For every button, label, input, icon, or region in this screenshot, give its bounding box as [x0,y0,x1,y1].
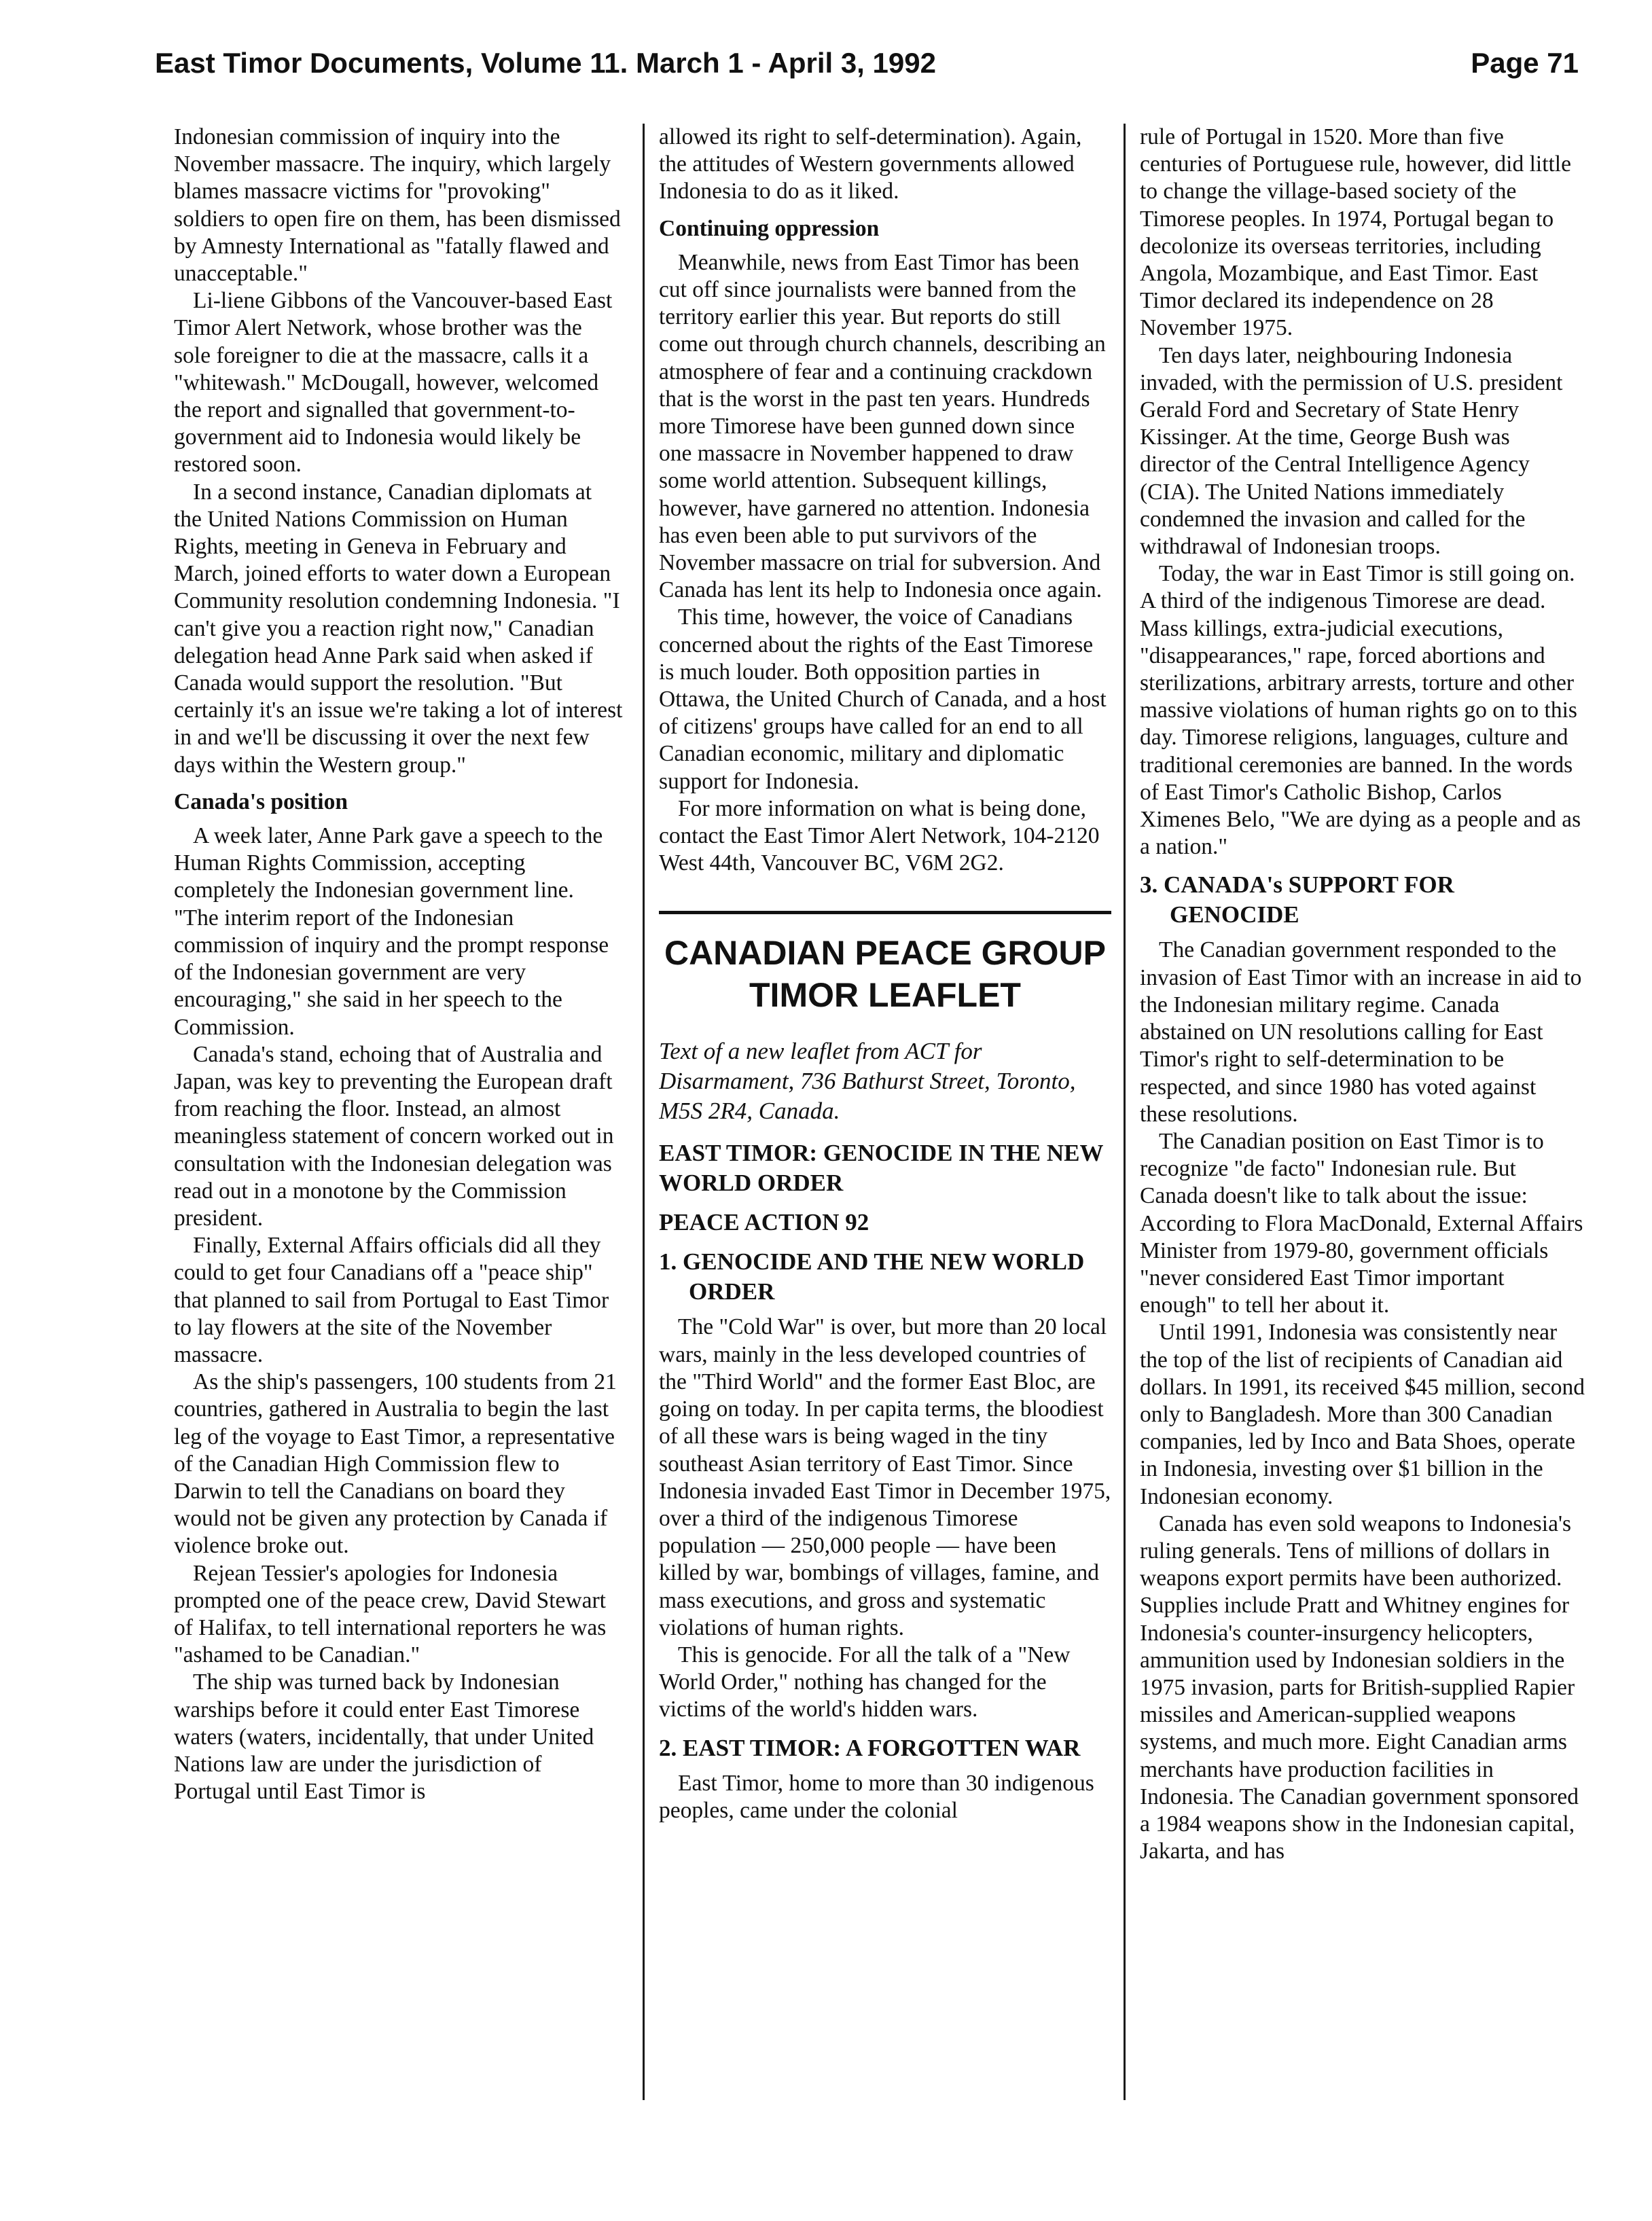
section-heading: EAST TIMOR: GENOCIDE IN THE NEW WORLD ORDER [659,1140,1103,1197]
section-heading: 1. GENOCIDE AND THE NEW WORLD ORDER [659,1248,1085,1305]
column-divider [643,124,645,2100]
article-title: CANADIAN PEACE GROUP TIMOR LEAFLET [664,934,1107,1015]
publication-title: East Timor Documents, Volume 11. March 1 - April 3, 1992 [155,47,936,79]
paragraph: The Canadian position on East Timor is to recognize "de facto" Indonesian rule. But Canada doesn't like to talk about the issue: According to Flora MacDonald, External Affairs Minister from 1979-80, government officials "never considered East Timor important enough" to tell her about it. [1140,1128,1583,1318]
paragraph: For more information on what is being done, contact the East Timor Alert Network, 104-2120 West 44th, Vancouver BC, V6M 2G2. [659,795,1100,876]
paragraph: allowed its right to self-determination). Again, the attitudes of Western governments allowed Indonesia to do as it liked. [659,124,1082,204]
page-number: Page 71 [1471,47,1579,79]
paragraph: The ship was turned back by Indonesian warships before it could enter East Timorese waters (waters, incidentally, that under United Nations law are under the jurisdiction of Portugal until East Timor is [174,1669,594,1805]
paragraph: rule of Portugal in 1520. More than five centuries of Portuguese rule, however, did little to change the village-based society of the Timorese peoples. In 1974, Portugal began to decolonize its overseas territories, including Angola, Mozambique, and East Timor. East Timor declared its independence on 28 November 1975. [1140,124,1571,341]
paragraph: Canada has even sold weapons to Indonesia's ruling generals. Tens of millions of dollars in weapons export permits have been authorized. Supplies include Pratt and Whitney engines for Indonesia's counter-insurgency helicopters, ammunition used by Indonesian soldiers in the 1975 invasion, parts for British-supplied Rapier missiles and American-supplied weapons systems, and much more. Eight Canadian arms merchants have production facilities in Indonesia. The Canadian government sponsored a 1984 weapons show in the Indonesian capital, Jakarta, and has [1140,1511,1579,1864]
paragraph: Ten days later, neighbouring Indonesia invaded, with the permission of U.S. president Gerald Ford and Secretary of State Henry Kissinger. At the time, George Bush was director of the Central Intelligence Agency (CIA). The United Nations immediately condemned the invasion and called for the withdrawal of Indonesian troops. [1140,342,1563,560]
section-heading: Canada's position [174,789,348,814]
leaflet-section [659,911,1111,1824]
paragraph: Today, the war in East Timor is still going on. A third of the indigenous Timorese are dead. Mass killings, extra-judicial executions, "disappearances," rape, forced abortions and sterilizations, arbitrary arrests, torture and other massive violations of human rights go on to this day. Timorese religions, languages, culture and traditional ceremonies are banned. In the words of East Timor's Catholic Bishop, Carlos Ximenes Belo, "We are dying as a people and as a nation." [1140,561,1581,860]
section-heading: 3. CANADA's SUPPORT FOR GENOCIDE [1140,871,1454,928]
paragraph: Meanwhile, news from East Timor has been cut off since journalists were banned from the territory earlier this year. But reports do still come out through church channels, describing an atmosphere of fear and a continuing crackdown that is the worst in the past ten years. Hundreds more Timorese have been gunned down since one massacre in November happened to draw some world attention. Subsequent killings, however, have garnered no attention. Indonesia has even been able to put survivors of the November massacre on trial for subversion. And Canada has lent its help to Indonesia once again. [659,249,1106,603]
running-header [155,39,1579,87]
paragraph: Rejean Tessier's apologies for Indonesia prompted one of the peace crew, David Stewart of Halifax, to tell international reporters he was "ashamed to be Canadian." [174,1560,607,1668]
paragraph: Indonesian commission of inquiry into the November massacre. The inquiry, which largely blames massacre victims for "provoking" soldiers to open fire on them, has been dismissed by Amnesty International as "fatally flawed and unacceptable." [174,124,621,287]
paragraph: As the ship's passengers, 100 students from 21 countries, gathered in Australia to begin the last leg of the voyage to East Timor, a representative of the Canadian High Commission flew to Darwin to tell the Canadians on board they would not be given any protection by Canada if violence broke out. [174,1369,617,1559]
column-1 [174,124,624,2107]
paragraph: Until 1991, Indonesia was consistently near the top of the list of recipients of Canadian aid dollars. In 1991, its received $45 million, second only to Bangladesh. More than 300 Canadian companies, led by Inco and Bata Shoes, operate in Indonesia, investing over $1 billion in the Indonesian economy. [1140,1320,1585,1509]
column-3 [1140,124,1585,2107]
paragraph: Finally, External Affairs officials did all they could to get four Canadians off a "peace ship" that planned to sail from Portugal to East Timor to lay flowers at the site of the November massacre. [174,1233,609,1367]
column-2 [659,124,1111,2107]
section-heading: 2. EAST TIMOR: A FORGOTTEN WAR [659,1734,1081,1761]
paragraph: A week later, Anne Park gave a speech to the Human Rights Commission, accepting completely the Indonesian government line. "The interim report of the Indonesian commission of inquiry and the prompt response of the Indonesian government are very encouraging," she said in her speech to the Commission. [174,823,609,1040]
section-heading: PEACE ACTION 92 [659,1209,869,1236]
paragraph: Li-liene Gibbons of the Vancouver-based East Timor Alert Network, whose brother was the sole foreigner to die at the massacre, calls it a "whitewash." McDougall, however, welcomed the report and signalled that government-to-government aid to Indonesia would likely be restored soon. [174,288,613,477]
article-intro: Text of a new leaflet from ACT for Disarmament, 736 Bathurst Street, Toronto, M5S 2R4, Canada. [659,1038,1076,1125]
paragraph: The Canadian government responded to the invasion of East Timor with an increase in aid to the Indonesian military regime. Canada abstained on UN resolutions calling for East Timor's right to self-determination to be respected, and since 1980 has voted against these resolutions. [1140,937,1582,1127]
section-heading: Continuing oppression [659,215,880,241]
column-divider [1124,124,1126,2100]
paragraph: Canada's stand, echoing that of Australia and Japan, was key to preventing the European draft from reaching the floor. Instead, an almost meaningless statement of concern worked out in consultation with the Indonesian delegation was read out in a monotone by the Commission president. [174,1041,614,1231]
paragraph: In a second instance, Canadian diplomats at the United Nations Commission on Human Rights, meeting in Geneva in February and March, joined efforts to water down a European Community resolution condemning Indonesia. "I can't give you a reaction right now," Canadian delegation head Anne Park said when asked if Canada would support the resolution. "But certainly it's an issue we're taking a lot of interest in and we'll be discussing it over the next few days within the Western group." [174,479,623,778]
paragraph: This is genocide. For all the talk of a "New World Order," nothing has changed for the victims of the world's hidden wars. [659,1642,1071,1722]
paragraph: East Timor, home to more than 30 indigenous peoples, came under the colonial [659,1770,1094,1823]
paragraph: This time, however, the voice of Canadians concerned about the rights of the East Timorese is much louder. Both opposition parties in Ottawa, the United Church of Canada, and a host of citizens' groups have called for an end to all Canadian economic, military and diplomatic support for Indonesia. [659,604,1107,794]
paragraph: The "Cold War" is over, but more than 20 local wars, mainly in the less developed countries of the "Third World" and the former East Bloc, are going on today. In per capita terms, the bloodiest of all these wars is being waged in the tiny southeast Asian territory of East Timor. Since Indonesia invaded East Timor in December 1975, over a third of the indigenous Timorese population — 250,000 people — have been killed by war, bombings of villages, famine, and mass executions, and gross and systematic violations of human rights. [659,1314,1111,1640]
